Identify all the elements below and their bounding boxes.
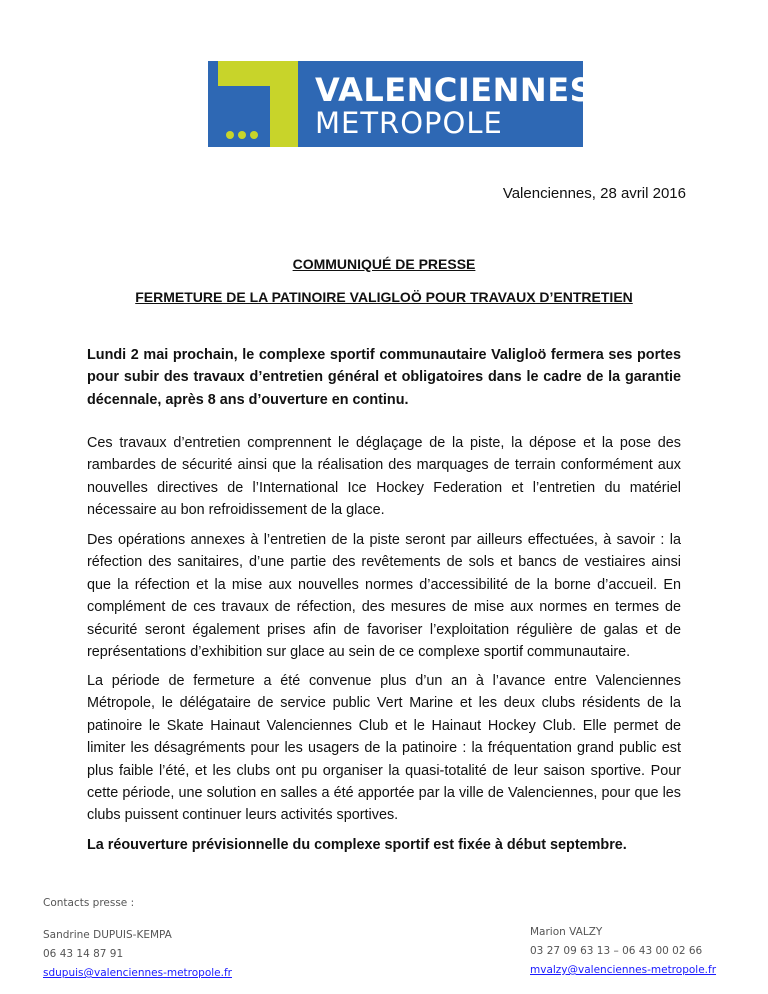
logo-text-line1: VALENCIENNES	[315, 71, 594, 109]
paragraph-lead: Lundi 2 mai prochain, le complexe sportif communautaire Valigloö fermera ses portes pour subir des travaux d’entretien général et obligatoires dans le cadre de la garantie décennale, après 8 ans d’ouverture en continu.	[87, 347, 681, 408]
paragraph-reopening: La réouverture prévisionnelle du complexe sportif est fixée à début septembre.	[87, 837, 627, 853]
contact-name: Sandrine DUPUIS-KEMPA	[43, 929, 172, 941]
document-title: COMMUNIQUÉ DE PRESSE	[292, 256, 476, 272]
document-date: Valenciennes, 28 avril 2016	[502, 185, 686, 202]
contact-name: Marion VALZY	[530, 926, 603, 938]
paragraph-closure-period: La période de fermeture a été convenue plus d’un an à l’avance entre Valenciennes Métropole, le délégataire de service public Vert Marine et les deux clubs résidents de la patinoire le Skate Hainaut Valenciennes Club et le Hainaut Hockey Club. Elle permet de limiter les désagréments pour les usagers de la patinoire : la fréquentation grand public est plus faible l’été, et les clubs ont pu organiser la quasi-totalité de leur saison sportive. Pour cette période, une solution en salles a été apportée par la ville de Valenciennes, pour que les clubs puissent continuer leurs activités sportives.	[87, 673, 681, 824]
logo-text-line2: METROPOLE	[315, 106, 503, 140]
contact-block-1	[43, 926, 232, 983]
valenciennes-metropole-logo	[208, 61, 594, 147]
document-subtitle: FERMETURE DE LA PATINOIRE VALIGLOÖ POUR TRAVAUX D’ENTRETIEN	[135, 289, 633, 305]
contact-email-link[interactable]: mvalzy@valenciennes-metropole.fr	[530, 964, 717, 976]
contact-block-2	[530, 923, 716, 980]
contact-phone: 03 27 09 63 13 – 06 43 00 02 66	[530, 945, 703, 957]
contacts-label: Contacts presse :	[43, 897, 135, 909]
contact-phone: 06 43 14 87 91	[43, 948, 124, 960]
contact-email-link[interactable]: sdupuis@valenciennes-metropole.fr	[43, 967, 232, 979]
paragraph-annex-operations: Des opérations annexes à l’entretien de la piste seront par ailleurs effectuées, à savoir : la réfection des sanitaires, d’une partie des revêtements de sols et bancs de vestiaires ainsi que la réfection et la mise aux nouvelles normes d’accessibilité de la borne d’accueil. En complément de ces travaux de réfection, des mesures de mise aux normes en termes de sécurité seront également prises afin de favoriser l’exploitation régulière de galas et de représentations d’exhibition sur glace au sein de ce complexe sportif communautaire.	[87, 532, 681, 661]
paragraph-works: Ces travaux d’entretien comprennent le déglaçage de la piste, la dépose et la pose des rambardes de sécurité ainsi que la réalisation des marquages de terrain conformément aux nouvelles directives de l’International Ice Hockey Federation et l’entretien du matériel nécessaire au bon refroidissement de la glace.	[87, 435, 681, 519]
